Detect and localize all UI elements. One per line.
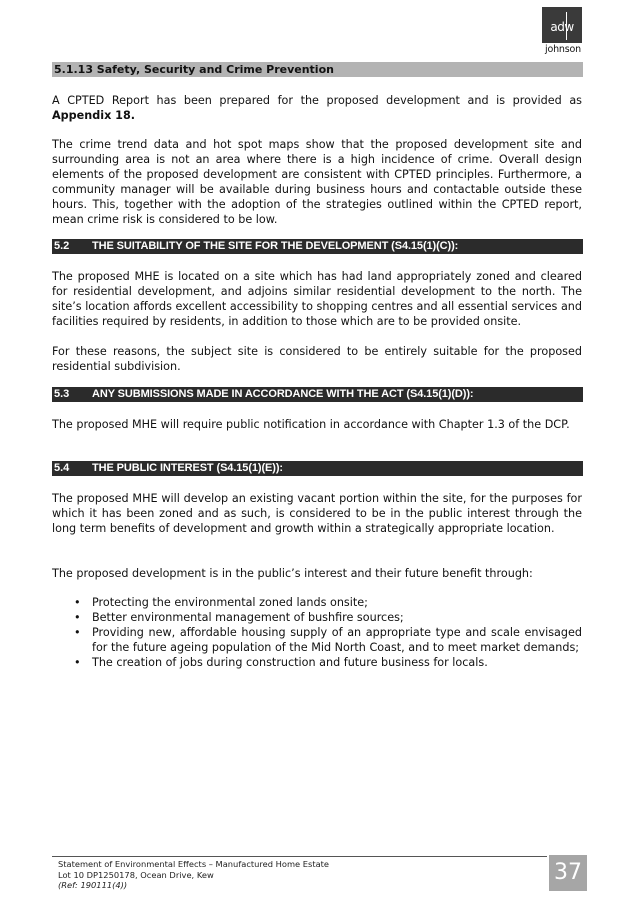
paragraph-future-benefit: The proposed development is in the public’s interest and their future benefit through: <box>52 567 533 580</box>
footer-document-title: Statement of Environmental Effects – Manufactured Home Estate <box>58 859 330 869</box>
section-number: 5.4 <box>54 462 70 474</box>
section-title: THE SUITABILITY OF THE SITE FOR THE DEVELOPMENT (S4.15(1)(C)): <box>92 240 459 252</box>
bullet-icon: • <box>74 611 81 625</box>
logo-mark: adw <box>550 20 574 34</box>
bullet-icon: • <box>74 656 81 670</box>
paragraph-site-suitability: The proposed MHE is located on a site which has had land appropriately zoned and cleared for residential development, and adjoins similar residential development to the north. The site’s location affords excellent accessibility to shopping centres and all essential services and facilities required by residents, in addition to those which are to be provided onsite. <box>52 270 582 329</box>
list-item <box>52 625 582 655</box>
list-item-text: Protecting the environmental zoned lands onsite; <box>92 596 368 609</box>
list-item-text: Better environmental management of bushfire sources; <box>92 611 404 625</box>
paragraph-cpted-report <box>52 93 582 123</box>
section-number: 5.2 <box>54 240 70 252</box>
paragraph-crime-trend: The crime trend data and hot spot maps show that the proposed development site and surrounding area is not an area where there is a high incidence of crime. Overall design elements of the proposed development are consistent with CPTED principles. Furthermore, a community manager will be available during business hours and contactable outside these hours. This, together with the adoption of the strategies outlined within the CPTED report, mean crime risk is considered to be low. <box>52 138 582 227</box>
logo-box <box>542 7 582 43</box>
footer <box>58 859 329 891</box>
appendix-reference: Appendix 18. <box>52 109 135 123</box>
list-item <box>52 595 582 610</box>
heading-5-1-13: 5.1.13 Safety, Security and Crime Prevention <box>52 62 583 77</box>
logo-subtext: johnson <box>545 44 581 55</box>
list-item-text: The creation of jobs during construction and future business for locals. <box>92 656 488 670</box>
paragraph-public-interest: The proposed MHE will develop an existing vacant portion within the site, for the purposes for which it has been zoned and as such, is considered to be in the public interest through the long term benefits of development and growth within a strategically appropriate location. <box>52 492 582 536</box>
paragraph-suitability-conclusion: For these reasons, the subject site is considered to be entirely suitable for the proposed residential subdivision. <box>52 345 582 374</box>
list-item-text: Providing new, affordable housing supply of an appropriate type and scale envisaged for the future ageing population of the Mid North Coast, and to meet market demands; <box>92 626 582 655</box>
page-number: 37 <box>549 855 587 891</box>
list-item <box>52 655 582 670</box>
heading-5-3 <box>52 387 583 402</box>
bullet-icon: • <box>74 596 81 609</box>
heading-5-4 <box>52 461 583 476</box>
bullet-icon: • <box>74 626 81 640</box>
company-logo <box>542 7 584 55</box>
cpted-report-text: A CPTED Report has been prepared for the proposed development and is provided as <box>52 94 582 107</box>
section-number: 5.3 <box>54 388 70 400</box>
section-title: ANY SUBMISSIONS MADE IN ACCORDANCE WITH THE ACT (S4.15(1)(D)): <box>92 388 474 400</box>
heading-5-2 <box>52 239 583 254</box>
list-item <box>52 610 582 625</box>
footer-lot-address: Lot 10 DP1250178, Ocean Drive, Kew <box>58 869 214 880</box>
paragraph-submissions: The proposed MHE will require public notification in accordance with Chapter 1.3 of the DCP. <box>52 418 570 431</box>
section-title: THE PUBLIC INTEREST (S4.15(1)(E)): <box>92 462 283 474</box>
footer-reference: (Ref: 190111(4)) <box>58 880 128 890</box>
footer-divider <box>52 856 547 857</box>
benefits-list <box>52 595 582 670</box>
